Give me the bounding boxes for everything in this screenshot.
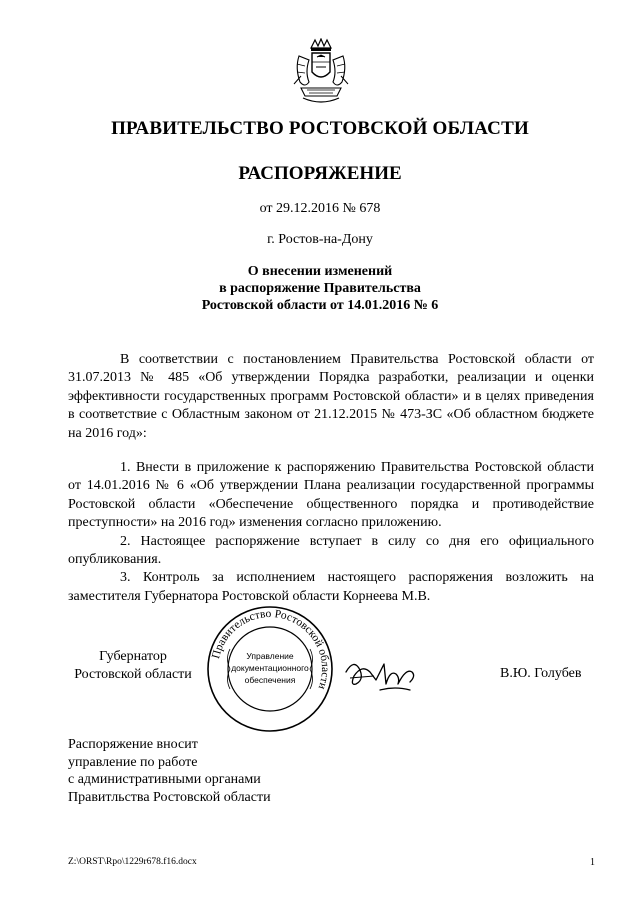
footer-file-path: Z:\ORST\Rpo\1229r678.f16.docx (68, 857, 197, 867)
item-paragraph: 2. Настоящее распоряжение вступает в силу со дня его официального опубликования. (68, 533, 594, 568)
stamp-inner-line: обеспечения (244, 675, 296, 685)
document-title (0, 263, 640, 314)
page-number: 1 (590, 857, 595, 868)
position-line: Губернатор (99, 649, 167, 664)
preamble-paragraph: В соответствии с постановлением Правительства Ростовской области от 31.07.2013 № 485 «Об утверждении Порядка разработки, реализации и оценки эффективности государственных программ Ростовской области» и в целях приведения в соответствие с Областным законом от 21.12.2015 № 473-ЗС «Об областном бюджете на 2016 год»: (68, 352, 594, 441)
organization-name: ПРАВИТЕЛЬСТВО РОСТОВСКОЙ ОБЛАСТИ (111, 118, 529, 139)
title-line: О внесении изменений (247, 264, 393, 279)
handwritten-signature (340, 650, 430, 700)
document-type: РАСПОРЯЖЕНИЕ (238, 163, 402, 184)
signatory-name: В.Ю. Голубев (500, 666, 582, 681)
preamble-block (68, 351, 594, 443)
official-stamp (205, 604, 335, 734)
stamp-inner-line: документационного (231, 663, 309, 673)
note-line: с административными органами (68, 772, 261, 787)
item-paragraph: 1. Внести в приложение к распоряжению Правительства Ростовской области от 14.01.2016 № 6 «Об утверждении Плана реализации государственной программы Ростовской области «Обеспечение общественного порядка и противодействие преступности» на 2016 год» изменения согласно приложению. (68, 460, 594, 531)
note-line: Распоряжение вносит (68, 737, 198, 752)
submitter-note (68, 736, 271, 806)
date-number: от 29.12.2016 № 678 (259, 201, 381, 216)
city: г. Ростов-на-Дону (267, 232, 373, 247)
stamp-inner-line: Управление (246, 651, 294, 661)
item-paragraph: 3. Контроль за исполнением настоящего распоряжения возложить на заместителя Губернатора Ростовской области Корнеева М.В. (68, 570, 594, 604)
position-line: Ростовской области (74, 667, 192, 682)
note-line: управление по работе (68, 754, 198, 770)
title-line: Ростовской области от 14.01.2016 № 6 (201, 298, 439, 313)
title-line: в распоряжение Правительства (219, 281, 421, 296)
note-line: Правитльства Ростовской области (68, 789, 271, 805)
coat-of-arms-emblem (291, 38, 351, 108)
items-block (68, 459, 594, 606)
signatory-position (68, 648, 198, 684)
stamp-outer-text: Правительство Ростовской области (210, 607, 332, 691)
